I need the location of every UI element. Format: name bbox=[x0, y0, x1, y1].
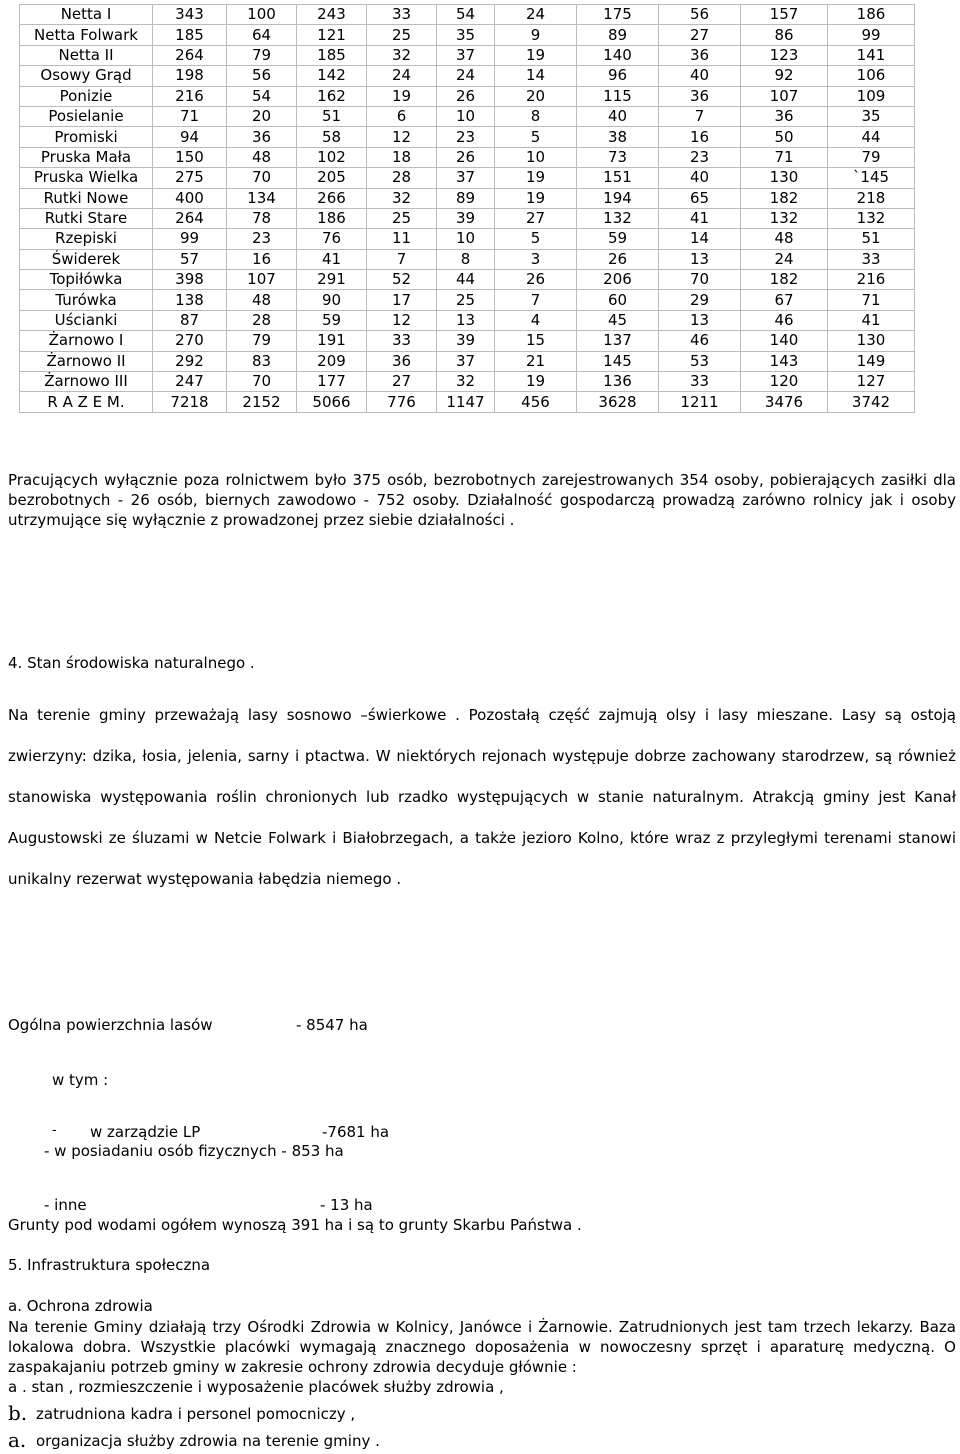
value-cell: 3628 bbox=[577, 392, 659, 412]
value-cell: 198 bbox=[153, 66, 227, 86]
value-cell: 40 bbox=[659, 66, 741, 86]
value-cell: 266 bbox=[297, 188, 367, 208]
value-cell: 123 bbox=[741, 45, 828, 65]
value-cell: 44 bbox=[437, 270, 495, 290]
value-cell: 26 bbox=[437, 147, 495, 167]
value-cell: 57 bbox=[153, 249, 227, 269]
value-cell: 18 bbox=[367, 147, 437, 167]
value-cell: 41 bbox=[828, 310, 915, 330]
value-cell: 13 bbox=[659, 249, 741, 269]
value-cell: 216 bbox=[153, 86, 227, 106]
value-cell: 206 bbox=[577, 270, 659, 290]
value-cell: 26 bbox=[577, 249, 659, 269]
village-name-cell: Żarnowo II bbox=[20, 351, 153, 371]
table-row bbox=[20, 372, 915, 392]
value-cell: 79 bbox=[227, 45, 297, 65]
section-4-heading: 4. Stan środowiska naturalnego . bbox=[8, 654, 255, 672]
value-cell: 44 bbox=[828, 127, 915, 147]
table-row bbox=[20, 25, 915, 45]
value-cell: 26 bbox=[495, 270, 577, 290]
value-cell: `145 bbox=[828, 168, 915, 188]
value-cell: 33 bbox=[828, 249, 915, 269]
value-cell: 36 bbox=[741, 106, 828, 126]
table-row bbox=[20, 5, 915, 25]
forest-total-value: - 8547 ha bbox=[296, 1016, 368, 1034]
value-cell: 121 bbox=[297, 25, 367, 45]
value-cell: 37 bbox=[437, 45, 495, 65]
value-cell: 191 bbox=[297, 331, 367, 351]
table-row bbox=[20, 270, 915, 290]
environment-line: Na terenie gminy przeważają lasy sosnowo –świerkowe . Pozostałą część zajmują olsy i lasy mieszane. Lasy są ostoją bbox=[8, 706, 956, 724]
value-cell: 73 bbox=[577, 147, 659, 167]
value-cell: 32 bbox=[437, 372, 495, 392]
value-cell: 12 bbox=[367, 310, 437, 330]
value-cell: 70 bbox=[659, 270, 741, 290]
table-row bbox=[20, 208, 915, 228]
value-cell: 102 bbox=[297, 147, 367, 167]
value-cell: 175 bbox=[577, 5, 659, 25]
value-cell: 264 bbox=[153, 208, 227, 228]
village-name-cell: Turówka bbox=[20, 290, 153, 310]
value-cell: 24 bbox=[437, 66, 495, 86]
value-cell: 27 bbox=[367, 372, 437, 392]
value-cell: 3742 bbox=[828, 392, 915, 412]
value-cell: 52 bbox=[367, 270, 437, 290]
value-cell: 99 bbox=[828, 25, 915, 45]
value-cell: 4 bbox=[495, 310, 577, 330]
village-name-cell: Rutki Stare bbox=[20, 208, 153, 228]
value-cell: 94 bbox=[153, 127, 227, 147]
value-cell: 86 bbox=[741, 25, 828, 45]
value-cell: 5 bbox=[495, 229, 577, 249]
value-cell: 23 bbox=[659, 147, 741, 167]
value-cell: 343 bbox=[153, 5, 227, 25]
value-cell: 48 bbox=[227, 147, 297, 167]
health-paragraph: Na terenie Gminy działają trzy Ośrodki Zdrowia w Kolnicy, Janówce i Żarnowie. Zatrudnionych jest tam trzech lekarzy. Baza lokalowa dobra. Wszystkie placówki wymagają znacznego doposażenia w nowoczesny sprzęt i aparaturę medyczną. O zaspakajaniu potrzeb gminy w zakresie ochrony zdrowia decyduje głównie : bbox=[8, 1318, 956, 1376]
value-cell: 19 bbox=[495, 168, 577, 188]
value-cell: 96 bbox=[577, 66, 659, 86]
value-cell: 11 bbox=[367, 229, 437, 249]
village-name-cell: Topiłówka bbox=[20, 270, 153, 290]
value-cell: 70 bbox=[227, 372, 297, 392]
value-cell: 137 bbox=[577, 331, 659, 351]
value-cell: 14 bbox=[495, 66, 577, 86]
value-cell: 78 bbox=[227, 208, 297, 228]
value-cell: 9 bbox=[495, 25, 577, 45]
value-cell: 5066 bbox=[297, 392, 367, 412]
value-cell: 79 bbox=[227, 331, 297, 351]
value-cell: 71 bbox=[741, 147, 828, 167]
value-cell: 54 bbox=[227, 86, 297, 106]
table-row bbox=[20, 188, 915, 208]
value-cell: 1211 bbox=[659, 392, 741, 412]
value-cell: 142 bbox=[297, 66, 367, 86]
value-cell: 10 bbox=[437, 106, 495, 126]
statistics-table bbox=[19, 4, 915, 413]
value-cell: 264 bbox=[153, 45, 227, 65]
value-cell: 24 bbox=[367, 66, 437, 86]
value-cell: 138 bbox=[153, 290, 227, 310]
value-cell: 275 bbox=[153, 168, 227, 188]
environment-line: unikalny rezerwat występowania łabędzia niemego . bbox=[8, 870, 402, 888]
value-cell: 33 bbox=[659, 372, 741, 392]
value-cell: 140 bbox=[741, 331, 828, 351]
village-name-cell: Rzepiski bbox=[20, 229, 153, 249]
value-cell: 46 bbox=[659, 331, 741, 351]
village-name-cell: Netta I bbox=[20, 5, 153, 25]
environment-line: Augustowski ze śluzami w Netcie Folwark i Białobrzegach, a także jezioro Kolno, które wraz z przyległymi terenami stanowi bbox=[8, 829, 956, 847]
forest-total-label: Ogólna powierzchnia lasów bbox=[8, 1016, 213, 1034]
value-cell: 107 bbox=[741, 86, 828, 106]
value-cell: 35 bbox=[437, 25, 495, 45]
value-cell: 27 bbox=[659, 25, 741, 45]
value-cell: 109 bbox=[828, 86, 915, 106]
value-cell: 149 bbox=[828, 351, 915, 371]
value-cell: 53 bbox=[659, 351, 741, 371]
value-cell: 398 bbox=[153, 270, 227, 290]
value-cell: 7 bbox=[367, 249, 437, 269]
value-cell: 17 bbox=[367, 290, 437, 310]
table-row bbox=[20, 168, 915, 188]
value-cell: 24 bbox=[495, 5, 577, 25]
forest-lp-label: w zarządzie LP bbox=[90, 1123, 201, 1141]
value-cell: 48 bbox=[741, 229, 828, 249]
value-cell: 37 bbox=[437, 168, 495, 188]
value-cell: 92 bbox=[741, 66, 828, 86]
value-cell: 25 bbox=[367, 208, 437, 228]
value-cell: 59 bbox=[577, 229, 659, 249]
value-cell: 132 bbox=[741, 208, 828, 228]
value-cell: 8 bbox=[495, 106, 577, 126]
table-row bbox=[20, 86, 915, 106]
table-row bbox=[20, 45, 915, 65]
value-cell: 10 bbox=[437, 229, 495, 249]
value-cell: 115 bbox=[577, 86, 659, 106]
value-cell: 20 bbox=[227, 106, 297, 126]
value-cell: 247 bbox=[153, 372, 227, 392]
value-cell: 157 bbox=[741, 5, 828, 25]
value-cell: 89 bbox=[577, 25, 659, 45]
value-cell: 243 bbox=[297, 5, 367, 25]
value-cell: 186 bbox=[297, 208, 367, 228]
value-cell: 33 bbox=[367, 5, 437, 25]
water-land-line: Grunty pod wodami ogółem wynoszą 391 ha i są to grunty Skarbu Państwa . bbox=[8, 1216, 582, 1234]
value-cell: 216 bbox=[828, 270, 915, 290]
value-cell: 292 bbox=[153, 351, 227, 371]
value-cell: 270 bbox=[153, 331, 227, 351]
value-cell: 46 bbox=[741, 310, 828, 330]
table-row bbox=[20, 106, 915, 126]
value-cell: 13 bbox=[659, 310, 741, 330]
value-cell: 45 bbox=[577, 310, 659, 330]
value-cell: 218 bbox=[828, 188, 915, 208]
value-cell: 36 bbox=[659, 45, 741, 65]
value-cell: 182 bbox=[741, 188, 828, 208]
value-cell: 3 bbox=[495, 249, 577, 269]
value-cell: 205 bbox=[297, 168, 367, 188]
value-cell: 120 bbox=[741, 372, 828, 392]
value-cell: 38 bbox=[577, 127, 659, 147]
forest-lp-dash: - bbox=[52, 1123, 57, 1138]
value-cell: 140 bbox=[577, 45, 659, 65]
value-cell: 99 bbox=[153, 229, 227, 249]
value-cell: 106 bbox=[828, 66, 915, 86]
value-cell: 194 bbox=[577, 188, 659, 208]
value-cell: 41 bbox=[297, 249, 367, 269]
health-item-a: a . stan , rozmieszczenie i wyposażenie placówek służby zdrowia , bbox=[8, 1378, 504, 1396]
value-cell: 107 bbox=[227, 270, 297, 290]
value-cell: 36 bbox=[659, 86, 741, 106]
value-cell: 41 bbox=[659, 208, 741, 228]
value-cell: 100 bbox=[227, 5, 297, 25]
value-cell: 23 bbox=[437, 127, 495, 147]
value-cell: 51 bbox=[297, 106, 367, 126]
value-cell: 59 bbox=[297, 310, 367, 330]
value-cell: 151 bbox=[577, 168, 659, 188]
value-cell: 16 bbox=[659, 127, 741, 147]
village-name-cell: Uścianki bbox=[20, 310, 153, 330]
table-row bbox=[20, 249, 915, 269]
village-name-cell: Netta Folwark bbox=[20, 25, 153, 45]
value-cell: 23 bbox=[227, 229, 297, 249]
employment-paragraph: Pracujących wyłącznie poza rolnictwem było 375 osób, bezrobotnych zarejestrowanych 354 osoby, pobierających zasiłki dla bezrobotnych - 26 osób, biernych zawodowo - 752 osoby. Działalność gospodarczą prowadzą zarówno rolnicy jak i osoby utrzymujące się wyłącznie z prowadzonej przez siebie działalności . bbox=[8, 471, 956, 529]
village-name-cell: Ponizie bbox=[20, 86, 153, 106]
value-cell: 16 bbox=[227, 249, 297, 269]
value-cell: 8 bbox=[437, 249, 495, 269]
table-row bbox=[20, 229, 915, 249]
table-row bbox=[20, 127, 915, 147]
health-subheading: a. Ochrona zdrowia bbox=[8, 1297, 153, 1315]
village-name-cell: Pruska Wielka bbox=[20, 168, 153, 188]
value-cell: 67 bbox=[741, 290, 828, 310]
value-cell: 65 bbox=[659, 188, 741, 208]
value-cell: 2152 bbox=[227, 392, 297, 412]
value-cell: 56 bbox=[227, 66, 297, 86]
health-item-c-letter: a. bbox=[8, 1428, 27, 1452]
value-cell: 71 bbox=[153, 106, 227, 126]
value-cell: 76 bbox=[297, 229, 367, 249]
forest-private-line: - w posiadaniu osób fizycznych - 853 ha bbox=[44, 1142, 344, 1160]
value-cell: 185 bbox=[297, 45, 367, 65]
value-cell: 130 bbox=[828, 331, 915, 351]
value-cell: 400 bbox=[153, 188, 227, 208]
value-cell: 28 bbox=[367, 168, 437, 188]
village-name-cell: Żarnowo III bbox=[20, 372, 153, 392]
value-cell: 7218 bbox=[153, 392, 227, 412]
value-cell: 134 bbox=[227, 188, 297, 208]
value-cell: 56 bbox=[659, 5, 741, 25]
value-cell: 13 bbox=[437, 310, 495, 330]
value-cell: 36 bbox=[367, 351, 437, 371]
value-cell: 127 bbox=[828, 372, 915, 392]
village-name-cell: Żarnowo I bbox=[20, 331, 153, 351]
value-cell: 150 bbox=[153, 147, 227, 167]
value-cell: 456 bbox=[495, 392, 577, 412]
value-cell: 19 bbox=[367, 86, 437, 106]
value-cell: 136 bbox=[577, 372, 659, 392]
value-cell: 58 bbox=[297, 127, 367, 147]
value-cell: 33 bbox=[367, 331, 437, 351]
value-cell: 48 bbox=[227, 290, 297, 310]
value-cell: 19 bbox=[495, 45, 577, 65]
value-cell: 39 bbox=[437, 208, 495, 228]
table-row bbox=[20, 351, 915, 371]
value-cell: 60 bbox=[577, 290, 659, 310]
village-name-cell: R A Z E M. bbox=[20, 392, 153, 412]
health-item-c-text: organizacja służby zdrowia na terenie gminy . bbox=[36, 1432, 380, 1450]
environment-line: zwierzyny: dzika, łosia, jelenia, sarny i ptactwa. W niektórych rejonach występuje dobrze zachowany starodrzew, są również bbox=[8, 747, 956, 765]
value-cell: 186 bbox=[828, 5, 915, 25]
value-cell: 24 bbox=[741, 249, 828, 269]
value-cell: 20 bbox=[495, 86, 577, 106]
value-cell: 19 bbox=[495, 188, 577, 208]
value-cell: 39 bbox=[437, 331, 495, 351]
value-cell: 12 bbox=[367, 127, 437, 147]
value-cell: 25 bbox=[367, 25, 437, 45]
value-cell: 32 bbox=[367, 45, 437, 65]
value-cell: 37 bbox=[437, 351, 495, 371]
value-cell: 27 bbox=[495, 208, 577, 228]
value-cell: 7 bbox=[659, 106, 741, 126]
table-row bbox=[20, 290, 915, 310]
value-cell: 7 bbox=[495, 290, 577, 310]
value-cell: 5 bbox=[495, 127, 577, 147]
value-cell: 26 bbox=[437, 86, 495, 106]
value-cell: 25 bbox=[437, 290, 495, 310]
value-cell: 35 bbox=[828, 106, 915, 126]
environment-line: stanowiska występowania roślin chronionych lub rzadko występujących w stanie naturalnym. Atrakcją gminy jest Kanał bbox=[8, 788, 956, 806]
value-cell: 14 bbox=[659, 229, 741, 249]
value-cell: 776 bbox=[367, 392, 437, 412]
village-name-cell: Rutki Nowe bbox=[20, 188, 153, 208]
table-row bbox=[20, 310, 915, 330]
value-cell: 70 bbox=[227, 168, 297, 188]
section-5-heading: 5. Infrastruktura społeczna bbox=[8, 1256, 211, 1274]
value-cell: 51 bbox=[828, 229, 915, 249]
value-cell: 79 bbox=[828, 147, 915, 167]
value-cell: 3476 bbox=[741, 392, 828, 412]
value-cell: 28 bbox=[227, 310, 297, 330]
value-cell: 143 bbox=[741, 351, 828, 371]
health-item-b-text: zatrudniona kadra i personel pomocniczy , bbox=[36, 1405, 356, 1423]
village-name-cell: Osowy Grąd bbox=[20, 66, 153, 86]
table-row bbox=[20, 66, 915, 86]
table-row bbox=[20, 331, 915, 351]
value-cell: 182 bbox=[741, 270, 828, 290]
value-cell: 50 bbox=[741, 127, 828, 147]
value-cell: 177 bbox=[297, 372, 367, 392]
forest-other-label: - inne bbox=[44, 1196, 87, 1214]
value-cell: 6 bbox=[367, 106, 437, 126]
value-cell: 15 bbox=[495, 331, 577, 351]
value-cell: 1147 bbox=[437, 392, 495, 412]
value-cell: 162 bbox=[297, 86, 367, 106]
value-cell: 90 bbox=[297, 290, 367, 310]
village-name-cell: Pruska Mała bbox=[20, 147, 153, 167]
value-cell: 132 bbox=[828, 208, 915, 228]
forest-including-label: w tym : bbox=[52, 1071, 109, 1089]
village-name-cell: Netta II bbox=[20, 45, 153, 65]
table-body bbox=[20, 5, 915, 413]
value-cell: 141 bbox=[828, 45, 915, 65]
value-cell: 87 bbox=[153, 310, 227, 330]
value-cell: 10 bbox=[495, 147, 577, 167]
value-cell: 130 bbox=[741, 168, 828, 188]
value-cell: 54 bbox=[437, 5, 495, 25]
value-cell: 64 bbox=[227, 25, 297, 45]
value-cell: 19 bbox=[495, 372, 577, 392]
value-cell: 185 bbox=[153, 25, 227, 45]
value-cell: 89 bbox=[437, 188, 495, 208]
table-row bbox=[20, 147, 915, 167]
value-cell: 40 bbox=[577, 106, 659, 126]
value-cell: 145 bbox=[577, 351, 659, 371]
value-cell: 21 bbox=[495, 351, 577, 371]
value-cell: 83 bbox=[227, 351, 297, 371]
value-cell: 29 bbox=[659, 290, 741, 310]
value-cell: 40 bbox=[659, 168, 741, 188]
health-item-b-letter: b. bbox=[8, 1401, 28, 1425]
forest-other-value: - 13 ha bbox=[320, 1196, 373, 1214]
value-cell: 209 bbox=[297, 351, 367, 371]
value-cell: 132 bbox=[577, 208, 659, 228]
value-cell: 36 bbox=[227, 127, 297, 147]
value-cell: 71 bbox=[828, 290, 915, 310]
environment-paragraph bbox=[8, 695, 956, 900]
forest-lp-value: -7681 ha bbox=[322, 1123, 390, 1141]
value-cell: 291 bbox=[297, 270, 367, 290]
table-row bbox=[20, 392, 915, 412]
village-name-cell: Promiski bbox=[20, 127, 153, 147]
value-cell: 32 bbox=[367, 188, 437, 208]
village-name-cell: Posielanie bbox=[20, 106, 153, 126]
village-name-cell: Świderek bbox=[20, 249, 153, 269]
